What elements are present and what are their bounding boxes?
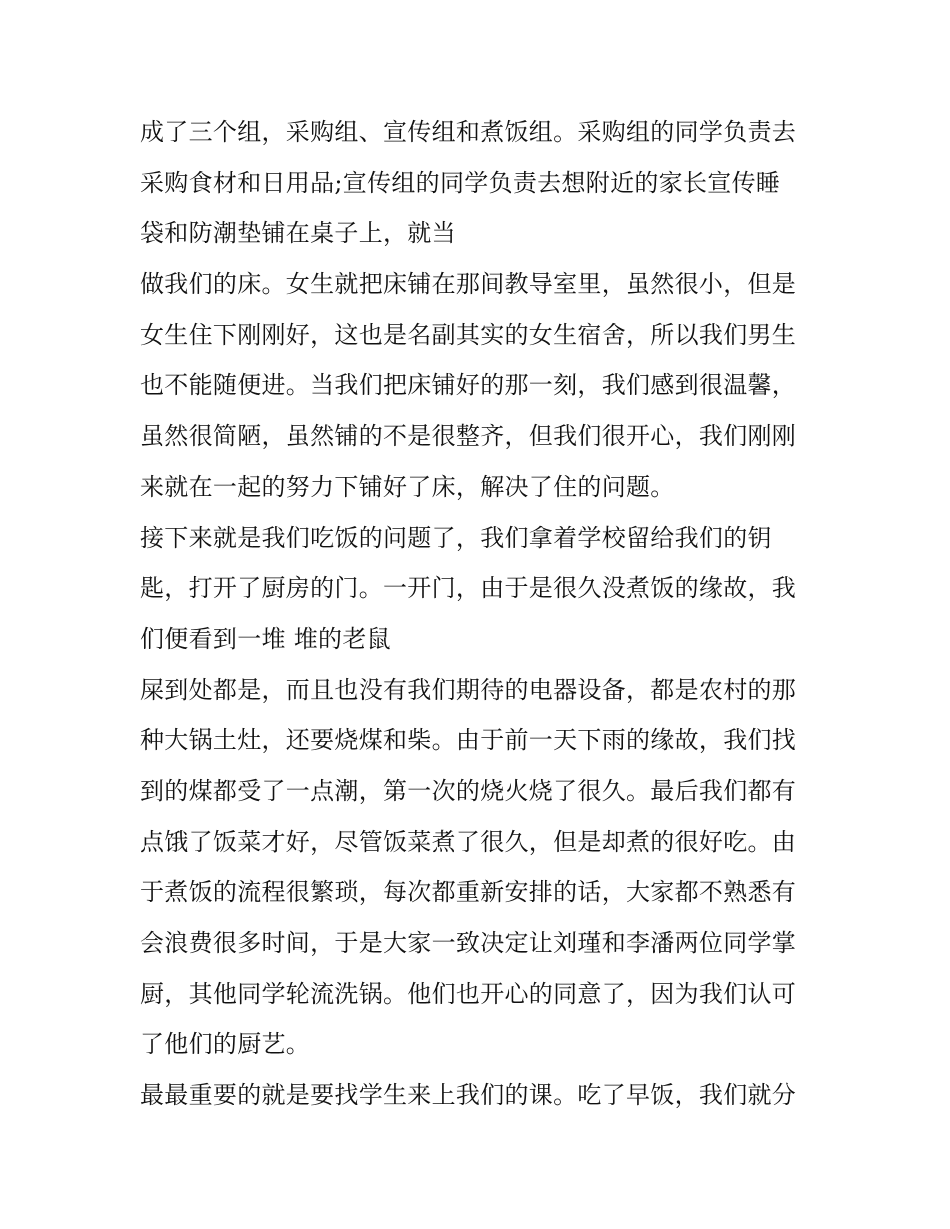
text-line: 采购食材和日用品;宣传组的同学负责去想附近的家长宣传睡 [140,168,781,197]
text-line: 们便看到一堆 堆的老鼠 [140,624,391,653]
text-line: 虽然很简陋，虽然铺的不是很整齐，但我们很开心，我们刚刚 [140,422,797,451]
text-line: 最最重要的就是要找学生来上我们的课。吃了早饭，我们就分 [140,1081,797,1110]
text-line: 匙，打开了厨房的门。一开门，由于是很久没煮饭的缘故，我 [140,574,797,603]
text-line: 来就在一起的努力下铺好了床，解决了住的问题。 [140,472,675,501]
text-line: 厨，其他同学轮流洗锅。他们也开心的同意了，因为我们认可 [140,979,797,1008]
body-text [140,107,820,1121]
text-line: 种大锅土灶，还要烧煤和柴。由于前一天下雨的缘故，我们找 [140,726,797,755]
text-line: 女生住下刚刚好，这也是名副其实的女生宿舍，所以我们男生 [140,320,797,349]
text-line: 接下来就是我们吃饭的问题了，我们拿着学校留给我们的钥 [140,523,772,552]
text-line: 也不能随便进。当我们把床铺好的那一刻，我们感到很温馨， [140,371,797,400]
text-line: 于煮饭的流程很繁琐，每次都重新安排的话，大家都不熟悉有 [140,878,797,907]
text-line: 成了三个组，采购组、宣传组和煮饭组。采购组的同学负责去 [140,118,797,146]
text-line: 做我们的床。女生就把床铺在那间教导室里，虽然很小，但是 [140,270,797,299]
text-line: 会浪费很多时间，于是大家一致决定让刘瑾和李潘两位同学掌 [140,929,797,957]
text-line: 到的煤都受了一点潮，第一次的烧火烧了很久。最后我们都有 [140,776,797,805]
text-line: 点饿了饭菜才好，尽管饭菜煮了很久，但是却煮的很好吃。由 [140,827,797,856]
text-line: 了他们的厨艺。 [140,1030,311,1059]
text-line: 屎到处都是，而且也没有我们期待的电器设备，都是农村的那 [140,675,797,704]
text-line: 袋和防潮垫铺在桌子上，就当 [140,219,456,248]
